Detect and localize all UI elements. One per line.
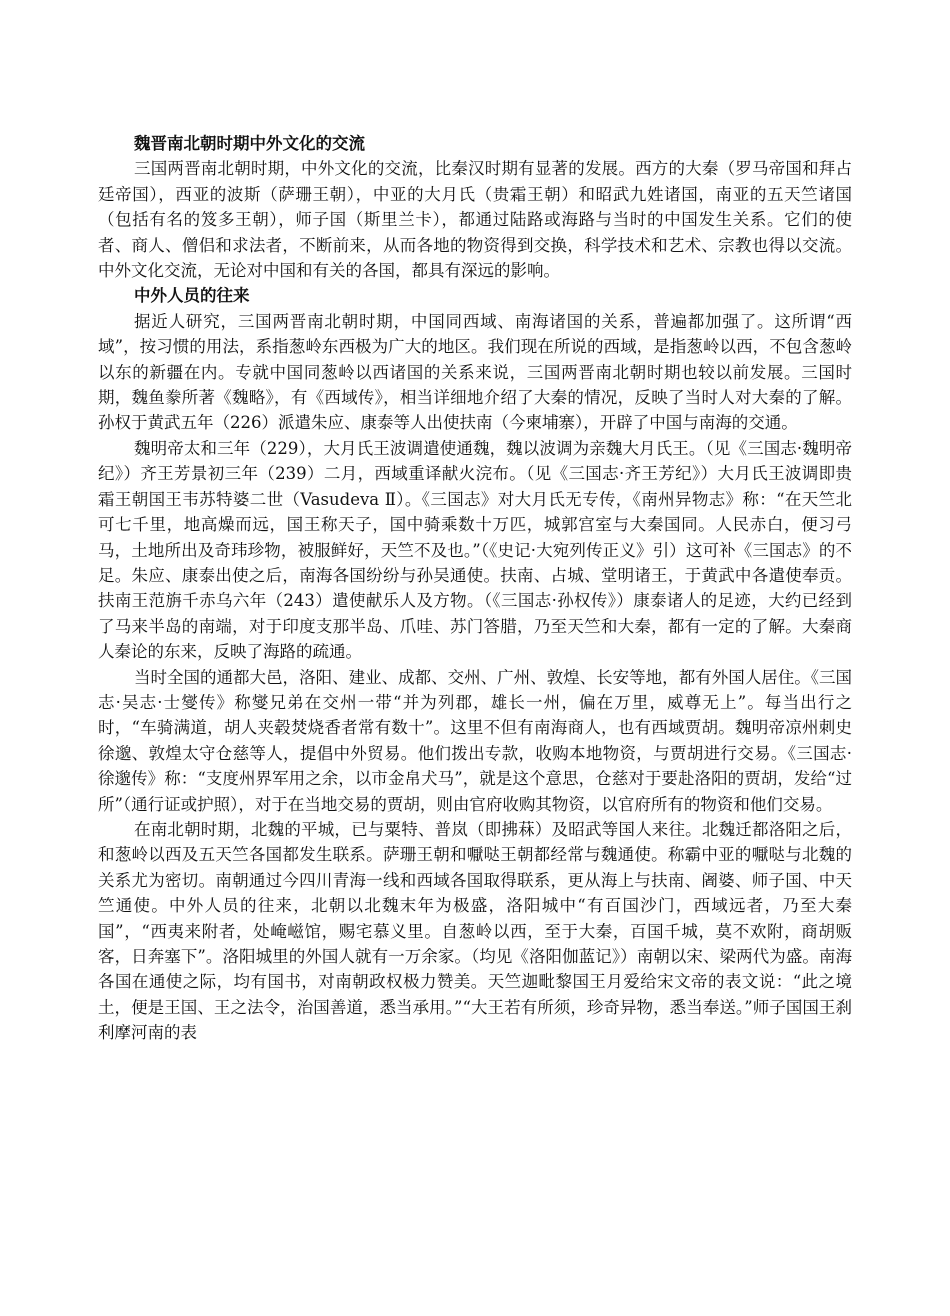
section-heading-personnel-exchange: 中外人员的往来 (134, 286, 250, 306)
paragraph-northern-southern: 在南北朝时期，北魏的平城，已与粟特、普岚（即拂菻）及昭武等国人来往。北魏迁都洛阳之后，和葱岭以西及五天竺各国都发生联系。萨珊王朝和嚈哒王朝都经常与魏通使。称霸中亚的嚈哒与北魏的关系尤为密切。南朝通过今四川青海一线和西域各国取得联系，更从海上与扶南、阇婆、师子国、中天竺通使。中外人员的往来，北朝以北魏末年为极盛，洛阳城中“有百国沙门，西域远者，乃至大秦国”，“西夷来附者，处崦嵫馆，赐宅慕义里。自葱岭以西，至于大秦，百国千城，莫不欢附，商胡贩客，日奔塞下”。洛阳城里的外国人就有一万余家。（均见《洛阳伽蓝记》）南朝以宋、梁两代为盛。南海各国在通使之际，均有国书，对南朝政权极力赞美。天竺迦毗黎国王月爱给宋文帝的表文说：“此之境土，便是王国、王之法令，治国善道，悉当承用。”“大王若有所须，珍奇异物，悉当奉送。”师子国国王刹利摩河南的表 (98, 819, 852, 1043)
paragraph-wei-mingdi: 魏明帝太和三年（229），大月氏王波调遣使通魏，魏以波调为亲魏大月氏王。（见《三国志·魏明帝纪》）齐王芳景初三年（239）二月，西域重译献火浣布。（见《三国志·齐王芳纪》）大月氏王波调即贵霜王朝国王韦苏特婆二世（Vasudeva Ⅱ）。《三国志》对大月氏无专传，《南州异物志》称：“在天竺北可七千里，地高燥而远，国王称天子，国中骑乘数十万匹，城郭宫室与大秦国同。人民赤白，便习弓马，土地所出及奇玮珍物，被服鲜好，天竺不及也。”（《史记·大宛列传正义》引）这可补《三国志》的不足。朱应、康泰出使之后，南海各国纷纷与孙吴通使。扶南、占城、堂明诸王，于黄武中各遣使奉贡。扶南王范旃千赤乌六年（243）遣使献乐人及方物。（《三国志·孙权传》）康泰诸人的足迹，大约已经到了马来半岛的南端，对于印度支那半岛、爪哇、苏门答腊，乃至天竺和大秦，都有一定的了解。大秦商人秦论的东来，反映了海路的疏通。 (98, 438, 852, 662)
document-body (98, 131, 852, 1046)
paragraph-cities: 当时全国的通都大邑，洛阳、建业、成都、交州、广州、敦煌、长安等地，都有外国人居住。《三国志·吴志·士燮传》称燮兄弟在交州一带“并为列郡，雄长一州，偏在万里，威尊无上”。每当出行之时，“车骑满道，胡人夹毂焚烧香者常有数十”。这里不但有南海商人，也有西域贾胡。魏明帝凉州刺史徐邈、敦煌太守仓慈等人，提倡中外贸易。他们拨出专款，收购本地物资，与贾胡进行交易。《三国志·徐邈传》称：“支度州界军用之余，以市金帛犬马”，就是这个意思，仓慈对于要赴洛阳的贾胡，发给“过所”（通行证或护照），对于在当地交易的贾胡，则由官府收购其物资，以官府所有的物资和他们交易。 (98, 667, 852, 814)
paragraph-western-regions: 据近人研究，三国两晋南北朝时期，中国同西域、南海诸国的关系，普遍都加强了。这所谓“西域”，按习惯的用法，系指葱岭东西极为广大的地区。我们现在所说的西域，是指葱岭以西，不包含葱岭以东的新疆在内。专就中国同葱岭以西诸国的关系来说，三国两晋南北朝时期也较以前发展。三国时期，魏鱼豢所著《魏略》，有《西域传》，相当详细地介绍了大秦的情况，反映了当时人对大秦的了解。孙权于黄武五年（226）派遣朱应、康泰等人出使扶南（今柬埔寨），开辟了中国与南海的交通。 (98, 311, 852, 433)
section-heading-cultural-exchange: 魏晋南北朝时期中外文化的交流 (134, 134, 365, 153)
paragraph-overview: 三国两晋南北朝时期，中外文化的交流，比秦汉时期有显著的发展。西方的大秦（罗马帝国和拜占廷帝国），西亚的波斯（萨珊王朝），中亚的大月氏（贵霜王朝）和昭武九姓诸国，南亚的五天竺诸国（包括有名的笈多王朝），师子国（斯里兰卡），都通过陆路或海路与当时的中国发生关系。它们的使者、商人、僧侣和求法者，不断前来，从而各地的物资得到交换，科学技术和艺术、宗教也得以交流。中外文化交流，无论对中国和有关的各国，都具有深远的影响。 (98, 159, 852, 281)
